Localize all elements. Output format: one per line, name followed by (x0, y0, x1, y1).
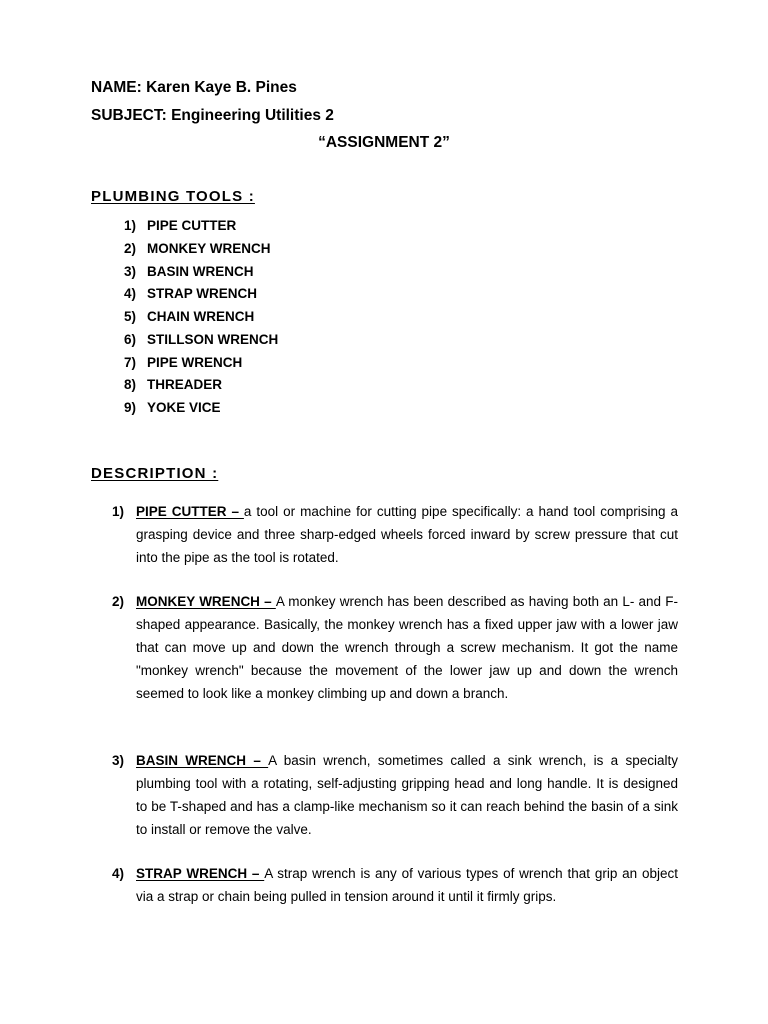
plumbing-tools-heading: PLUMBING TOOLS : (91, 188, 255, 205)
description-term: MONKEY WRENCH – (136, 594, 276, 609)
tool-label: PIPE WRENCH (147, 354, 243, 370)
description-heading: DESCRIPTION : (91, 465, 219, 482)
assignment-title-row (0, 134, 768, 152)
tool-label: MONKEY WRENCH (147, 240, 271, 256)
tool-item: 8) THREADER (124, 377, 223, 393)
tool-label: YOKE VICE (147, 400, 221, 415)
description-item: 4) STRAP WRENCH – A strap wrench is any of various types of wrench that grip an object via a strap or chain being pulled in tension around it until it firmly grips. (112, 862, 678, 908)
description-term: PIPE CUTTER – (136, 504, 244, 519)
tool-label: CHAIN WRENCH (147, 309, 255, 324)
description-text (136, 590, 678, 705)
tool-label: BASIN WRENCH (147, 263, 254, 279)
description-item: 3) BASIN WRENCH – A basin wrench, sometimes called a sink wrench, is a specialty plumbing tool with a rotating, self-adjusting gripping head and long handle. It is designed to be T-shaped and has a clamp-like mechanism so it can reach behind the basin of a sink to install or remove the valve. (112, 749, 678, 841)
tool-label: PIPE CUTTER (147, 218, 237, 233)
description-item: 2) MONKEY WRENCH – A monkey wrench has been described as having both an L- and F-shaped appearance. Basically, the monkey wrench has a fixed upper jaw with a lower jaw that can move up and down the wrench through a screw mechanism. It got the name "monkey wrench" because the movement of the lower jaw up and down the wrench seemed to look like a monkey climbing up and down a branch. (112, 590, 678, 705)
tool-item: 6) STILLSON WRENCH (124, 331, 279, 347)
description-text (136, 862, 678, 908)
tool-item: 1) PIPE CUTTER (124, 218, 237, 233)
tool-item: 3) BASIN WRENCH (124, 263, 254, 279)
tool-label: STRAP WRENCH (147, 286, 258, 302)
tools-list (124, 217, 278, 422)
tool-item: 4) STRAP WRENCH (124, 286, 258, 302)
description-body: A basin wrench, sometimes called a sink wrench, is a specialty plumbing tool with a rotating, self-adjusting gripping head and long handle. It is designed to be T-shaped and has a clamp-like mechanism so it can reach behind the basin of a sink to install or remove the valve. (136, 753, 678, 837)
student-name: NAME: Karen Kaye B. Pines (91, 79, 297, 96)
description-body: A monkey wrench has been described as having both an L- and F-shaped appearance. Basically, the monkey wrench has a fixed upper jaw with a lower jaw that can move up and down the wrench through a screw mechanism. It got the name "monkey wrench" because the movement of the lower jaw up and down the wrench seemed to look like a monkey climbing up and down a branch. (136, 594, 678, 701)
description-term: BASIN WRENCH – (136, 753, 269, 768)
assignment-title: “ASSIGNMENT 2” (318, 134, 450, 151)
description-text (136, 500, 678, 569)
subject-line: SUBJECT: Engineering Utilities 2 (91, 107, 334, 124)
tool-item: 5) CHAIN WRENCH (124, 309, 255, 324)
tool-item: 7) PIPE WRENCH (124, 354, 243, 370)
tool-item: 2) MONKEY WRENCH (124, 240, 271, 256)
description-text (136, 749, 678, 841)
description-term: STRAP WRENCH – (136, 866, 265, 881)
description-item: 1) PIPE CUTTER – a tool or machine for cutting pipe specifically: a hand tool comprising a grasping device and three sharp-edged wheels forced inward by screw pressure that cut into the pipe as the tool is rotated. (112, 500, 678, 569)
description-body: a tool or machine for cutting pipe specifically: a hand tool comprising a grasping device and three sharp-edged wheels forced inward by screw pressure that cut into the pipe as the tool is rotated. (136, 504, 678, 565)
description-body: A strap wrench is any of various types of wrench that grip an object via a strap or chain being pulled in tension around it until it firmly grips. (136, 866, 679, 904)
tool-label: THREADER (147, 377, 223, 393)
tool-item: 9) YOKE VICE (124, 400, 221, 415)
tool-label: STILLSON WRENCH (147, 331, 279, 347)
